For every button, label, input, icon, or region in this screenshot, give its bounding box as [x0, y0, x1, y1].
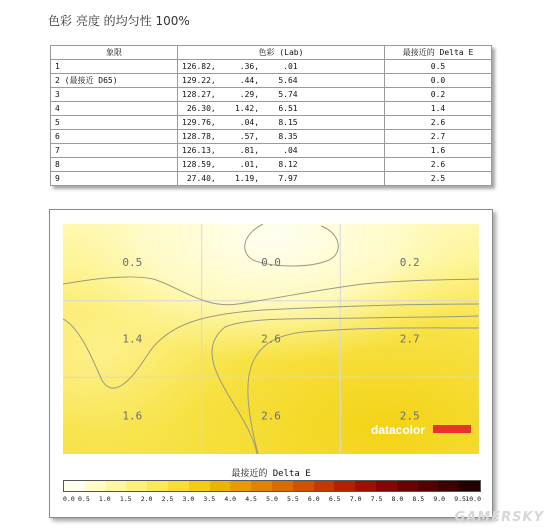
- cell-quadrant: 8: [51, 158, 178, 172]
- table-row: [51, 74, 492, 88]
- header-delta-e: 最接近的 Delta E: [385, 46, 492, 60]
- uniformity-heatmap: [63, 224, 479, 454]
- scale-tick-label: 7.0: [349, 495, 362, 503]
- scale-swatch: [272, 481, 293, 491]
- cell-lab: 129.76, .04, 8.15: [178, 116, 385, 130]
- cell-quadrant: 3: [51, 88, 178, 102]
- scale-swatch: [168, 481, 189, 491]
- scale-swatch: [314, 481, 335, 491]
- scale-tick-label: 9.0: [433, 495, 446, 503]
- scale-swatch: [189, 481, 210, 491]
- uniformity-table: [50, 45, 492, 186]
- table-header-row: [51, 46, 492, 60]
- table-row: [51, 158, 492, 172]
- scale-swatch: [64, 481, 85, 491]
- cell-quadrant: 2 (最接近 D65): [51, 74, 178, 88]
- brand-text: datacolor: [371, 423, 426, 437]
- cell-quadrant: 1: [51, 60, 178, 74]
- table-row: [51, 144, 492, 158]
- scale-tick-label: 10.0: [465, 495, 481, 503]
- cell-value-4: 1.4: [122, 332, 143, 346]
- scale-swatch: [147, 481, 168, 491]
- legend-title: 最接近的 Delta E: [231, 469, 311, 479]
- scale-swatch: [106, 481, 127, 491]
- scale-tick-label: 2.0: [140, 495, 153, 503]
- scale-swatch: [438, 481, 459, 491]
- scale-swatch: [376, 481, 397, 491]
- header-quadrant: 象限: [51, 46, 178, 60]
- cell-value-6: 2.7: [399, 332, 420, 346]
- cell-value-1: 0.5: [122, 256, 143, 269]
- table-row: [51, 60, 492, 74]
- cell-lab: 128.59, .01, 8.12: [178, 158, 385, 172]
- scale-swatch: [355, 481, 376, 491]
- cell-lab: 126.82, .36, .01: [178, 60, 385, 74]
- scale-tick-label: 8.0: [391, 495, 404, 503]
- scale-swatch: [251, 481, 272, 491]
- scale-swatch: [126, 481, 147, 491]
- cell-delta-e: 0.0: [385, 74, 492, 88]
- cell-value-7: 1.6: [122, 409, 143, 423]
- header-lab: 色彩 (Lab): [178, 46, 385, 60]
- cell-value-9: 2.5: [399, 409, 420, 423]
- scale-tick-label: 9.5: [454, 495, 466, 503]
- cell-delta-e: 1.4: [385, 102, 492, 116]
- cell-quadrant: 9: [51, 172, 178, 186]
- cell-delta-e: 2.5: [385, 172, 492, 186]
- scale-tick-label: 3.5: [203, 495, 216, 503]
- table-row: [51, 172, 492, 186]
- scale-tick-label: 1.5: [119, 495, 132, 503]
- cell-value-2: 0.0: [261, 256, 281, 269]
- cell-quadrant: 4: [51, 102, 178, 116]
- table-row: [51, 116, 492, 130]
- table-row: [51, 102, 492, 116]
- scale-swatch: [418, 481, 439, 491]
- cell-delta-e: 0.2: [385, 88, 492, 102]
- scale-tick-label: 5.5: [287, 495, 299, 503]
- scale-swatch: [459, 481, 480, 491]
- color-scale-bar: [63, 480, 481, 492]
- scale-swatch: [334, 481, 355, 491]
- scale-tick-label: 4.5: [245, 495, 257, 503]
- table-row: [51, 130, 492, 144]
- cell-lab: 128.27, .29, 5.74: [178, 88, 385, 102]
- scale-ticks: [63, 495, 481, 505]
- scale-tick-label: 2.5: [161, 495, 174, 503]
- scale-tick-label: 1.0: [98, 495, 111, 503]
- cell-lab: 129.22, .44, 5.64: [178, 74, 385, 88]
- cell-quadrant: 7: [51, 144, 178, 158]
- scale-tick-label: 0.5: [78, 495, 90, 503]
- uniformity-heatmap-panel: [49, 209, 493, 518]
- scale-tick-label: 7.5: [370, 495, 383, 503]
- cell-value-5: 2.6: [261, 332, 281, 346]
- scale-swatch: [85, 481, 106, 491]
- cell-value-3: 0.2: [399, 256, 420, 269]
- cell-delta-e: 0.5: [385, 60, 492, 74]
- scale-tick-label: 4.0: [224, 495, 237, 503]
- cell-quadrant: 6: [51, 130, 178, 144]
- cell-lab: 128.78, .57, 8.35: [178, 130, 385, 144]
- scale-swatch: [230, 481, 251, 491]
- cell-delta-e: 2.6: [385, 158, 492, 172]
- watermark-logo: GAMERSKY: [454, 510, 544, 525]
- brand-bar: [433, 425, 471, 433]
- cell-value-8: 2.6: [261, 409, 281, 423]
- scale-tick-label: 8.5: [412, 495, 425, 503]
- cell-lab: 126.13, .81, .04: [178, 144, 385, 158]
- scale-tick-label: 5.0: [266, 495, 278, 503]
- scale-swatch: [397, 481, 418, 491]
- cell-delta-e: 2.7: [385, 130, 492, 144]
- scale-tick-label: 3.0: [182, 495, 195, 503]
- scale-tick-label: 6.5: [328, 495, 341, 503]
- scale-tick-label: 0.0: [63, 495, 75, 503]
- page-title: 色彩 亮度 的均匀性 100%: [48, 14, 190, 28]
- cell-delta-e: 1.6: [385, 144, 492, 158]
- scale-tick-label: 6.0: [307, 495, 320, 503]
- cell-delta-e: 2.6: [385, 116, 492, 130]
- scale-swatch: [210, 481, 231, 491]
- scale-swatch: [293, 481, 314, 491]
- cell-quadrant: 5: [51, 116, 178, 130]
- cell-lab: 26.30, 1.42, 6.51: [178, 102, 385, 116]
- cell-lab: 27.40, 1.19, 7.97: [178, 172, 385, 186]
- table-row: [51, 88, 492, 102]
